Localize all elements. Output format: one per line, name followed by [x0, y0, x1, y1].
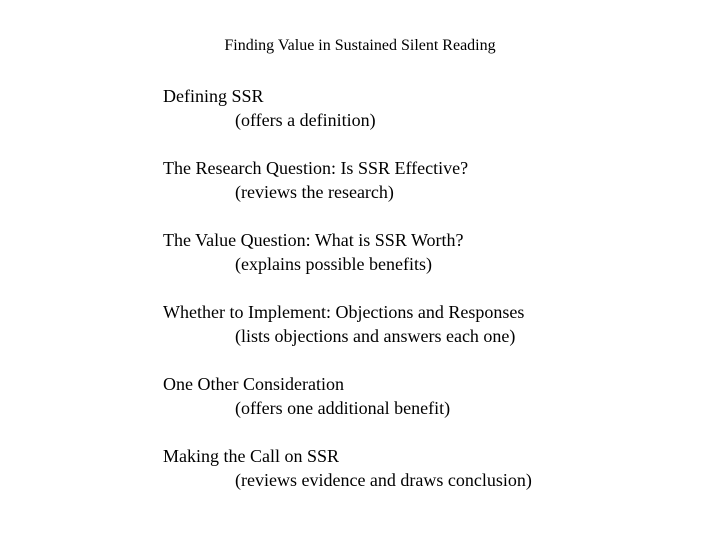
- section-heading: Defining SSR: [163, 86, 264, 106]
- section-description: (lists objections and answers each one): [235, 326, 516, 346]
- section-outline: [163, 84, 703, 516]
- outline-entry: [163, 156, 703, 228]
- outline-entry: [163, 444, 703, 516]
- section-description: (offers one additional benefit): [235, 398, 451, 418]
- section-description: (offers a definition): [235, 110, 376, 130]
- document-title: Finding Value in Sustained Silent Reading: [224, 37, 496, 54]
- outline-entry: [163, 372, 703, 444]
- section-heading: The Value Question: What is SSR Worth?: [163, 230, 464, 250]
- section-description: (reviews evidence and draws conclusion): [235, 470, 532, 490]
- outline-entry: [163, 300, 703, 372]
- section-heading: Whether to Implement: Objections and Responses: [163, 302, 525, 322]
- section-description: (explains possible benefits): [235, 254, 432, 274]
- section-heading: The Research Question: Is SSR Effective?: [163, 158, 469, 178]
- section-description: (reviews the research): [235, 182, 394, 202]
- outline-entry: [163, 84, 703, 156]
- section-heading: One Other Consideration: [163, 374, 344, 394]
- section-heading: Making the Call on SSR: [163, 446, 340, 466]
- outline-entry: [163, 228, 703, 300]
